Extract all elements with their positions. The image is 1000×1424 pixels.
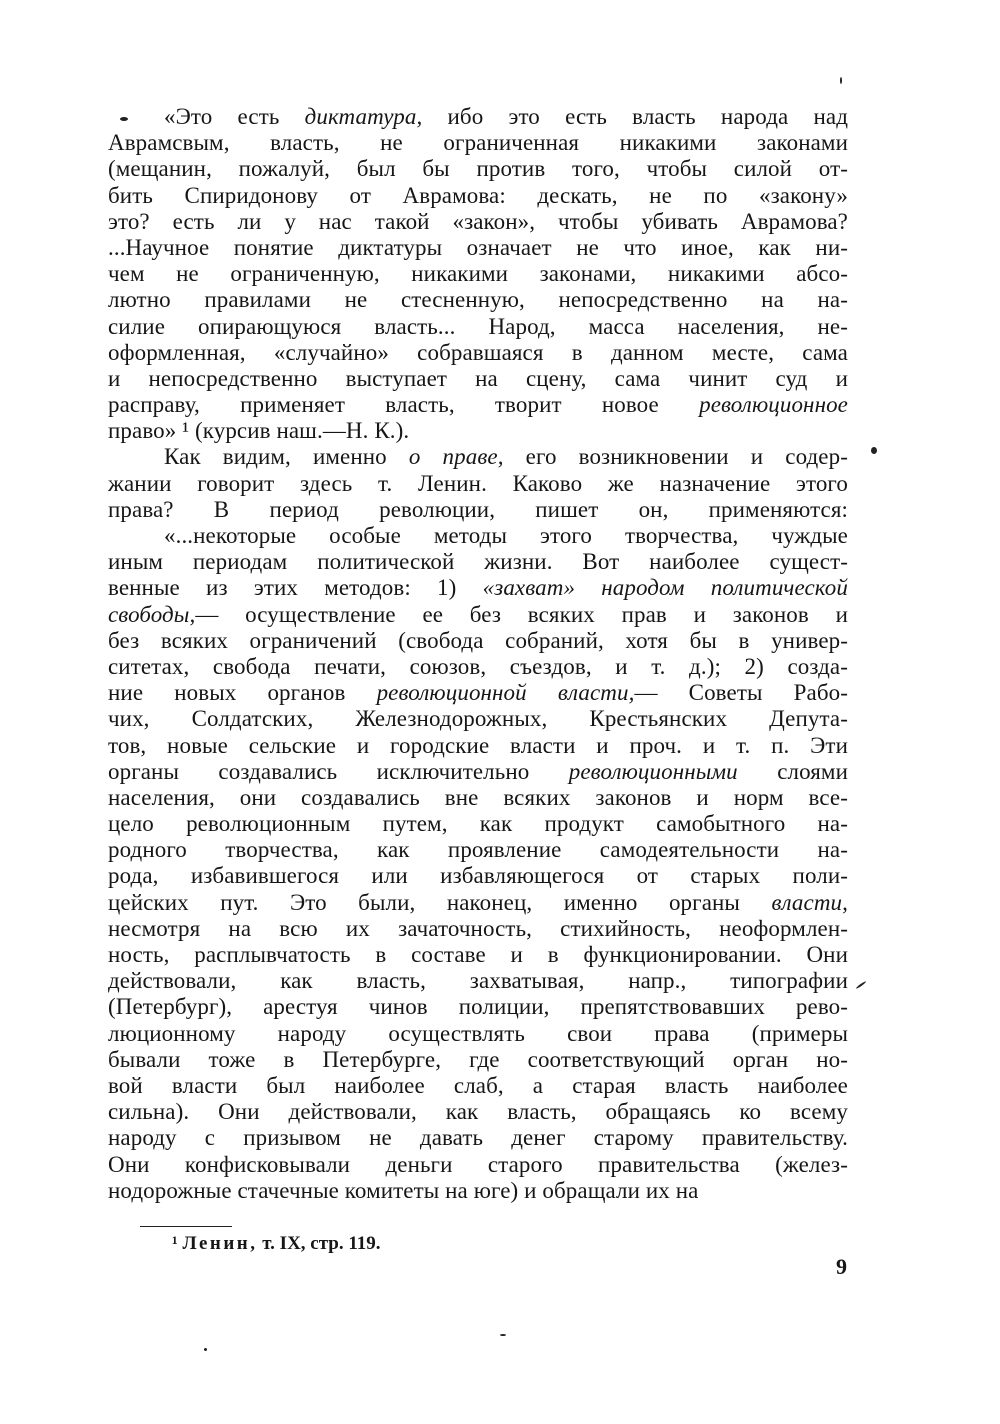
text-line [108,1021,848,1047]
footnote-divider [140,1226,232,1227]
scan-speck [840,77,842,84]
text-span: действовали, как власть, захватывая, напр., типографии [108,968,848,994]
text-line [108,523,848,549]
text-line [108,1125,848,1151]
text-line [108,733,848,759]
text-span: право» ¹ (курсив наш.—Н. К.). [108,418,410,444]
text-span: нодорожные стачечные комитеты на юге) и обращали их на [108,1177,699,1203]
text-line [108,183,848,209]
text-span: иным периодам политической жизни. Вот наиболее сущест- [108,549,848,575]
text-span: слоями [737,758,848,784]
scan-speck [120,117,128,121]
text-line [108,863,848,889]
italic-text: диктатура, [304,104,423,129]
text-span: бывали тоже в Петербурге, где соответствующий орган но- [108,1046,848,1072]
text-line [108,314,848,340]
text-span: органы создавались исключительно [108,758,569,784]
text-line [108,1073,848,1099]
text-line [108,837,848,863]
italic-text: революционными [568,758,738,784]
italic-text: свободы, [108,601,196,627]
text-span: без всяких ограничений (свобода собраний, хотя бы в универ- [108,627,848,653]
text-line [108,1099,848,1125]
text-span: населения, они создавались вне всяких законов и норм все- [108,784,848,810]
text-line [108,942,848,968]
text-line [108,968,848,994]
text-span: ние новых органов [108,680,377,706]
text-line [108,209,848,235]
text-line [108,759,848,785]
text-span: цейских пут. Это были, наконец, именно органы [108,889,772,915]
text-line [108,916,848,942]
text-span: рода, избавившегося или избавляющегося от старых поли- [108,863,848,889]
text-span: — Советы Рабо- [634,680,848,706]
scan-speck [871,447,877,454]
text-line [108,602,848,628]
scan-speck [204,1348,207,1351]
text-span: это? есть ли у нас такой «закон», чтобы убивать Аврамова? [108,208,848,234]
text-line [108,1152,848,1178]
scan-speck [856,981,867,990]
text-line [108,261,848,287]
page-number: 9 [836,1254,847,1279]
text-line [108,654,848,680]
text-line [108,130,848,156]
italic-text: революционной власти, [376,680,635,706]
text-span: тов, новые сельские и городские власти и проч. и т. п. Эти [108,732,848,758]
text-span: несмотря на всю их зачаточность, стихийность, неоформлен- [108,915,848,941]
text-line [108,1047,848,1073]
text-span: (Петербург), арестуя чинов полиции, препятствовавших рево- [108,994,848,1020]
text-span: ность, расплывчатость в составе и в функционировании. Они [108,942,848,967]
text-span: оформленная, «случайно» собравшаяся в данном месте, сама [108,339,848,365]
text-span: его возникновении и содер- [503,444,848,470]
text-line [108,471,848,497]
text-span: Они конфисковывали деньги старого правительства (желез- [108,1151,848,1177]
text-span: родного творчества, как проявление самодеятельности на- [108,837,848,863]
text-line [108,1178,848,1204]
italic-text: революционное [699,392,848,418]
footnote-reference: т. IX, стр. 119. [257,1233,381,1254]
scan-speck [500,1334,506,1336]
text-line [108,628,848,654]
text-span: ситетах, свобода печати, союзов, съездов, и т. д.); 2) созда- [108,653,848,679]
text-line [108,497,848,523]
text-span: бить Спиридонову от Аврамова: дескать, не по «закону» [108,182,848,208]
text-line [108,549,848,575]
text-line [108,811,848,837]
text-line [108,994,848,1020]
text-span: — осуществление ее без всяких прав и законов и [195,601,848,627]
text-line [108,287,848,313]
text-span: силие опирающуюся власть... Народ, масса населения, не- [108,313,848,339]
text-line [108,156,848,182]
italic-text: «захват» народом политической [482,575,848,601]
text-span: лютно правилами не стесненную, непосредственно на на- [108,287,848,313]
text-line [108,340,848,366]
text-span: жании говорит здесь т. Ленин. Каково же назначение этого [108,470,848,496]
footnote-mark: ¹ [172,1233,178,1254]
main-text [108,104,848,1204]
text-span: чих, Солдатских, Железнодорожных, Крестьянских Депута- [108,706,848,732]
text-span: чем не ограниченную, никакими законами, никакими абсо- [108,261,848,287]
text-span: «...некоторые особые методы этого творчества, чуждые [164,523,848,548]
text-line [108,235,848,261]
text-span: люционному народу осуществлять свои права (примеры [108,1020,848,1046]
text-span: цело революционным путем, как продукт самобытного на- [108,811,848,837]
text-span: ибо это есть власть народа над [422,104,848,129]
text-line [108,444,848,470]
text-span: сильна). Они действовали, как власть, обращаясь ко всему [108,1099,848,1125]
italic-text: власти, [771,889,848,915]
text-span: Аврамсвым, власть, не ограниченная никакими законами [108,130,848,156]
text-span: (мещанин, пожалуй, был бы против того, чтобы силой от- [108,156,848,182]
text-line [108,680,848,706]
text-span: и непосредственно выступает на сцену, сама чинит суд и [108,365,848,391]
text-span: расправу, применяет власть, творит новое [108,392,700,418]
text-span: народу с призывом не давать денег старому правительству. [108,1125,848,1151]
text-line [108,104,848,130]
text-line [108,785,848,811]
text-span: «Это есть [164,104,305,129]
text-span: ...Научное понятие диктатуры означает не что иное, как ни- [108,234,848,260]
text-span: вой власти был наиболее слаб, а старая власть наиболее [108,1072,848,1098]
text-line [108,366,848,392]
text-span: права? В период революции, пишет он, применяются: [108,496,848,522]
text-span: Как видим, именно [164,444,409,470]
text-line [108,706,848,732]
text-line [108,575,848,601]
italic-text: о праве, [408,444,504,470]
text-line [108,890,848,916]
text-line [108,418,848,444]
footnote-author: Ленин, [182,1233,258,1254]
text-line [108,392,848,418]
text-span: венные из этих методов: 1) [108,575,483,601]
footnote [172,1232,381,1256]
